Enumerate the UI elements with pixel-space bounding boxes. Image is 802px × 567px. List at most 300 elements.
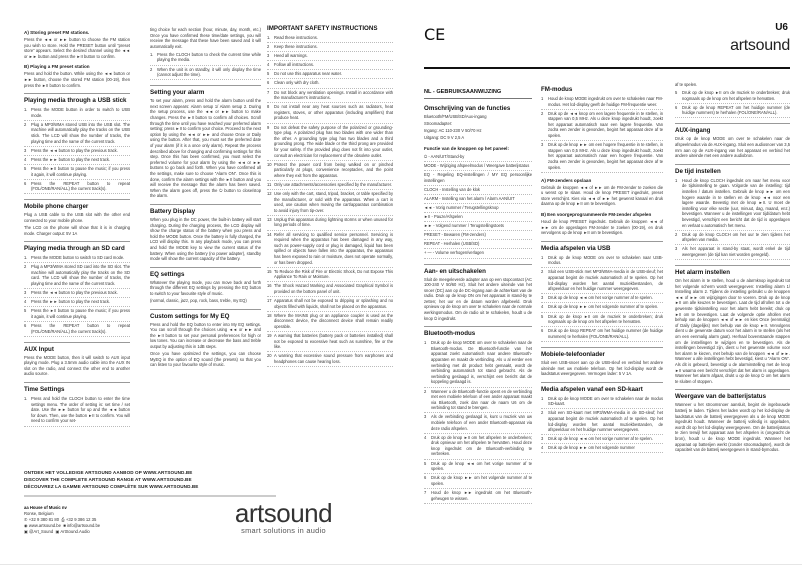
list-item	[424, 339, 532, 387]
section	[24, 30, 130, 59]
item-text: Wanneer u de Bluetooth-functie opent en de verbinding met een mobiele telefoon of een ander apparaat maakt via Bluetooth, zoek dan naar de naam U6 om de verbinding tot stand te brengen.	[431, 388, 532, 411]
list-item	[675, 231, 790, 246]
item-number: 4	[24, 156, 27, 162]
section	[675, 389, 790, 452]
list-item	[24, 322, 130, 337]
item-text: CLOCH - Instelling van de klok	[424, 186, 480, 192]
item-text: Druk op de knop ►► om een hogere frequentie in te stellen, in stappen van 0,5 MHz. Als u deze knop ingedrukt houdt, zoekt het apparaat automatisch naar een hogere frequentie. Van zodra een zender is gevonden, begint het apparaat deze af te spelen.	[548, 142, 663, 170]
list-item	[267, 89, 393, 104]
section-heading: Aan- en uitschakelen	[424, 264, 532, 276]
item-text: A warning that excessive sound pressure from earphones and headphones can cause hearing loss.	[274, 353, 393, 364]
item-text: ALARM - Instelling van het alarm / Alarm AAN/UIT	[424, 195, 515, 201]
nl-column-1-body	[424, 102, 532, 504]
logo-tagline: smart solutions in audio	[241, 526, 326, 535]
item-text: Follow all instructions.	[274, 62, 315, 68]
item-number: 3	[24, 147, 27, 153]
item-number: 3	[675, 246, 678, 252]
item-text: Druk op de knop ►► om het volgende nummer af te spelen.	[431, 475, 532, 486]
item-text: Druk op de knop ◄◄ om het vorige nummer af te spelen.	[548, 436, 653, 442]
section-heading: IMPORTANT SAFETY INSTRUCTIONS	[267, 25, 378, 32]
artsound-logo	[226, 500, 341, 535]
item-text: Do not use this apparatus near water.	[274, 71, 343, 77]
section	[150, 27, 261, 80]
item-text: Press the ►II button to pause the music; if you press it again, it will continue playing.	[31, 165, 130, 177]
item-number: 1	[541, 254, 544, 260]
list-item	[541, 313, 663, 328]
section-heading: Media afspelen vanaf een SD-kaart	[541, 382, 663, 394]
item-text: Houd de knop ►► ingedrukt om het Bluetooth-geheugen te wissen.	[431, 489, 532, 501]
list-item	[24, 147, 130, 156]
item-number: 1.	[24, 396, 28, 402]
item-text: Press the ◄◄ button to play the previous track.	[31, 147, 118, 153]
item-text: Druk op de knop ◄◄ om het vorige nummer af te spelen.	[548, 295, 653, 301]
promo-line-en: DISCOVER THE COMPLETE ARTSOUND RANGE AT WWW.ARTSOUND.BE	[24, 477, 192, 482]
list-item	[267, 231, 393, 268]
list-item	[424, 388, 532, 414]
section	[150, 204, 261, 262]
paragraph: Sluit de meegeleverde adapter aan op een stopcontact (AC 100-240 V 50/60 Hz). Sluit het andere uiteinde van het snoer (DC) aan op de DC-ingang aan de achterkant van de radio. Druk op de knop ON om het apparaat in stand-by te zetten; het uur en de datum worden afgebeeld. Druk opnieuw op de knop om over te schakelen naar de normale werkingsmodus. Om de radio uit te schakelen, houdt u de knop ⏻ ingedrukt.	[424, 276, 532, 321]
item-text: Press the MODE button to switch to SD card mode.	[31, 255, 125, 261]
item-number: 1.	[267, 35, 271, 40]
item-text: MODE - Wijziging afspeelmodus / Weergave batterijstatus	[424, 162, 530, 168]
section-heading: Media afspelen via USB	[541, 241, 663, 253]
paragraph: Ingang: AC 110-230 V 50/70 Hz	[424, 128, 482, 134]
page-bottom-edge	[0, 564, 802, 565]
item-text: Als het apparaat in stand-by staat, wordt enkel de tijd weergegeven (de tijd kan niet worden geregeld).	[682, 246, 790, 257]
list-item	[267, 61, 393, 70]
section-heading: AUX-ingang	[675, 123, 790, 135]
paragraph: ting choice for each section (hour, minute, day, month, etc.) Once you have confirmed these time/date settings, you will receive the message that these have been saved and it will automatically exit.	[150, 27, 261, 49]
item-number: 1.	[24, 255, 28, 261]
paragraph: When you plug in the DC power, the built-in battery will start charging. During the charging process, the LCD display will show the charge status of the battery when you press and hold the MODE button. Once the battery is fully charged, the LCD will display this. In any playback mode, you can press and hold the MODE key to view the current status of the battery. When using the battery (no power adapter), standby mode will show the current capacity of the battery.	[150, 216, 261, 262]
section	[675, 82, 790, 118]
item-text: Unplug this apparatus during lightning storms or when unused for long periods of time.	[274, 216, 393, 228]
list-item	[541, 268, 663, 294]
section	[24, 64, 130, 88]
list-item	[267, 282, 393, 297]
en-column-3	[267, 22, 393, 372]
item-number: 3	[541, 436, 544, 442]
section	[541, 178, 663, 207]
paragraph: Plug a USB cable to the USB slot with the other end connected to your mobile phone.	[24, 212, 130, 223]
list-item	[541, 110, 663, 141]
list-item	[24, 263, 130, 289]
item-number: 6	[24, 180, 27, 186]
item-number: 3	[267, 53, 270, 59]
footer-divider	[24, 495, 276, 497]
section-heading: FM-modus	[541, 86, 573, 93]
list-item	[541, 327, 663, 342]
section	[541, 347, 663, 377]
list-item	[150, 51, 261, 66]
list-item	[267, 103, 393, 123]
paragraph: af te spelen.	[675, 82, 698, 87]
paragraph: Press and hold the EQ button to enter into My EQ settings. You can scroll through the choices using ◄◄ or ►► and the ►II button to set your personal preferences for high or low tones. You can increase or decrease the bass and treble output by adjusting this in 1dB steps.	[150, 321, 261, 349]
section	[424, 102, 532, 141]
item-number: 10	[267, 161, 272, 167]
item-text: Keep these instructions.	[274, 44, 318, 50]
facebook-icon: ▣	[55, 529, 61, 534]
list-item	[267, 268, 393, 283]
section-heading: De tijd instellen	[675, 164, 790, 176]
globe-icon: ◉	[24, 523, 29, 528]
item-number: 2	[675, 231, 678, 237]
item-text: Sluit een USB-stick met MP3/WMA-media in de USB-sleuf; het apparaat begint de muziek automatisch af te spelen. Op het lcd-display worden het aantal muziekbestanden, de afspeelduur en het huidige nummer weergegeven.	[548, 269, 663, 292]
list-item	[424, 162, 532, 171]
item-number: 2	[24, 121, 27, 127]
item-text: Druk op de knop REPEAT om het huidige nummer (de huidige nummers) te herhalen (FOL/ONE/RAN/ALL).	[682, 104, 790, 116]
item-text: Press the ►► button to play the next track.	[31, 299, 111, 305]
item-text: Press the REPEAT button to repeat (FOL/ONE/RAN/ALL) the current track(s).	[31, 323, 130, 334]
list-item	[267, 352, 393, 367]
facebook-page[interactable]: ArtSound.Audio	[60, 529, 90, 534]
phone-number: +32 9 380 81 80	[28, 517, 60, 522]
list-item	[541, 444, 663, 453]
item-number: 2	[267, 44, 270, 50]
footer-promo	[24, 469, 198, 490]
logo-wordmark: artsound	[234, 498, 333, 528]
item-number: 4	[541, 304, 544, 310]
item-number: 16	[267, 283, 272, 289]
item-text: A warning that batteries (battery pack or batteries installed) shall not be exposed to excessive heat such as sunshine, fire or the like.	[274, 332, 393, 350]
item-text: Refer all servicing to qualified service personnel. Servicing is required when the apparatus has been damaged in any way, such as power-supply cord or plug is damaged, liquid has been spilled or objects have fallen into the apparatus, the apparatus has been exposed to rain or moisture, does not operate normally, or has been dropped.	[274, 231, 393, 265]
section-heading: Playing media through an SD card	[24, 241, 130, 253]
section-heading: Battery Display	[150, 204, 261, 216]
list-item	[424, 231, 532, 240]
item-number: 5	[424, 460, 427, 466]
section	[424, 326, 532, 503]
item-number: 2	[541, 269, 544, 275]
item-text: Druk op de knop MODE om over te schakelen naar de modus SD-kaart.	[548, 395, 663, 407]
list-item	[424, 474, 532, 489]
nl-column-3	[675, 82, 790, 458]
contact-block	[24, 505, 100, 535]
subsection-heading: B) Playing a FM preset station	[24, 64, 90, 70]
item-text: Als de verbinding geslaagd is, kunt u muziek van uw mobiele telefoon of een ander Bluetooth-apparaat via deze radio afspelen.	[431, 414, 532, 431]
item-number: 18	[267, 312, 272, 318]
item-text: When the unit is on standby, it will only display the time (cannot adjust the time).	[157, 66, 261, 78]
item-text: The Shock Hazard Marking and Associated Graphical Symbol is provided on the bottom panel of unit.	[274, 283, 393, 294]
section-heading: Time Settings	[24, 382, 130, 394]
section	[24, 342, 130, 377]
item-number: 5	[541, 313, 544, 319]
item-text: PRESET - Bewaren (FM-zenders)	[424, 232, 486, 238]
item-number: 2	[24, 264, 27, 270]
item-text: ►II - Pauze/Afspelen	[424, 214, 463, 220]
list-item	[675, 104, 790, 119]
item-text: Druk op de knop ►► om het volgende nummer	[548, 445, 635, 451]
section	[150, 309, 261, 368]
item-number: 5	[267, 71, 270, 77]
item-number: 6	[24, 323, 27, 328]
section	[424, 264, 532, 322]
item-text: Clean only with dry cloth.	[274, 80, 320, 86]
list-item	[541, 294, 663, 303]
list-item	[424, 222, 532, 231]
item-text: Use only with the cart, stand, tripod, bracket, or table specified by the manufacturer, or sold with the apparatus. When a cart is used, use caution when moving the cart/apparatus combination to avoid injury from tip-over.	[274, 190, 393, 213]
item-text: To Reduce the Risk of Fire or Electric Shock, Do not Expose This Appliance To Rain or Moisture.	[274, 268, 393, 280]
item-text: Only use attachments/accessories specified by the manufacturer.	[274, 181, 393, 187]
list-item	[24, 165, 130, 180]
item-number: 2	[541, 410, 544, 416]
list-item	[424, 460, 532, 475]
section-heading: Weergave van de batterijstatus	[675, 389, 790, 401]
item-number: 7	[424, 489, 427, 495]
list-item	[267, 216, 393, 231]
item-text: Sluit een SD-kaart met MP3/WMA-media in de SD-sleuf; het apparaat begint de muziek automatisch af te spelen. Op het lcd-display worden het aantal muziekbestanden, de afspeelduur en het huidige nummer weergegeven.	[548, 410, 663, 433]
list-item	[424, 153, 532, 162]
list-item	[267, 181, 393, 190]
section-heading: Bluetooth-modus	[424, 326, 532, 338]
list-item	[424, 249, 532, 258]
item-text: EQ - Regeling EQ-instellingen / MY EQ persoonlijke instellingen	[424, 172, 532, 183]
item-text: Do not block any ventilation openings. Install in accordance with the manufacturer's instructions.	[274, 89, 393, 101]
section	[675, 265, 790, 384]
paragraph: Press the MODE button, then it will switch to AUX input playing mode. Plug a 3.5mm audio cable into the AUX IN slot on the radio, and connect the other end to another audio source.	[24, 354, 130, 377]
item-number: 7	[267, 89, 270, 95]
item-number: 5	[24, 165, 27, 171]
item-text: Druk op de knop REPEAT om het huidige nummer (de huidige nummers) te herhalen (FOL/ONE/RAN/ALL).	[548, 328, 663, 339]
item-number: 3	[541, 142, 544, 148]
item-text: ◄◄ - Vorig nummer / Terugstellingsknop	[424, 204, 499, 210]
section	[24, 382, 130, 426]
item-number: 8	[267, 104, 270, 110]
mail-icon: ■	[63, 523, 67, 528]
model-number: U6	[775, 22, 788, 33]
list-item	[267, 297, 393, 312]
list-item	[24, 180, 130, 195]
list-item	[541, 409, 663, 435]
list-item	[675, 177, 790, 231]
list-item	[24, 298, 130, 307]
paragraph: Om het alarm in te stellen, houd u de alarmknop ingedrukt tot het volgende scherm wordt weergegeven: Instelling alarm 1/ Instelling alarm 2. Tijdens de instelling gebruikt u de knoppen ◄◄ of ►► om wijzigingen door te voeren. Druk op de knop ►II om alle keuzes te bevestigen. Laat de tijd afrollen tot u de gewenste tijdsinstelling voor het alarm hebt bereikt; druk op ►II om te bevestigen. Laat de volgende optie afrollen met behulp van de knoppen ◄◄ of ►► en kies Once (eenmalig) of Daily (dagelijks) met behulp van de knop ►II. Vervolgens dient u de gewenste datum voor het alarm in te stellen (als het om een eenmalig alarm gaat). Herhaal bovenstaande stappen om de instellingen te wijzigen en te bevestigen. Als de instellingen bevestigd zijn, dient u het gewenste volume voor het alarm te kiezen, met behulp van de knoppen ◄◄ of ►►. Wanneer u alle instellingen hebt bevestigd, kiest u “Alarm ON”. Als dit is gebeurd, bevestigt u de alarminstelling met de knop ►II waarna een bericht verschijnt dat het alarm is opgeslagen. Wanneer het alarm afgaat, drukt u op de knop ⏻ om het alarm te sluiten of stoppen.	[675, 278, 790, 384]
nl-manual-title: NL - GEBRUIKSAANWIJZING	[424, 88, 532, 99]
item-text: Do not defeat the safety purpose of the polarized or grounding-type plug. A polarized plug has two blades with one wider than the other. A grounding type plug has two blades and a third grounding prong. The wide blade or the third prong are provided for your safety. If the provided plug does not fit into your outlet, consult an electrician for replacement of the obsolete outlet.	[274, 124, 393, 158]
list-item	[424, 213, 532, 222]
item-number: 15	[267, 268, 272, 274]
paragraph: Stroomadapter:	[424, 121, 453, 127]
list-item	[24, 289, 130, 298]
item-number: 1	[541, 395, 544, 401]
list-item	[424, 434, 532, 460]
list-item	[675, 245, 790, 260]
item-text: Press the ►► button to play the next track.	[31, 156, 111, 162]
item-text: Druk op de knop ►II om het afspelen te onderbreken; druk opnieuw om het afspelen te hervatten. Houd deze knop ingedrukt om de Bluetooth-verbinding te verbreken.	[431, 434, 532, 457]
section	[24, 199, 130, 236]
list-item	[541, 303, 663, 312]
section-heading: Mobile phone charger	[24, 199, 130, 211]
section	[267, 22, 393, 367]
item-number: 1	[675, 177, 678, 183]
item-number: 1.	[150, 51, 154, 57]
list-item	[24, 121, 130, 147]
item-number: 20	[267, 353, 272, 359]
item-text: Druk op de knop MODE om over te schakelen naar de Bluetooth-modus. De Bluetooth-functie van het apparaat zoekt automatisch naar andere Bluetooth-apparaten en maakt de verbinding. Als u al eerder een verbinding met dit product hebt gemaakt, wordt de verbinding automatisch tot stand gebracht. Als de verbinding geslaagd is, verschijnt een bericht dat de koppeling geslaagd is.	[431, 340, 532, 385]
paragraph: The LCD on the phone will show that it is in charging mode. Charger output: 5V 1A	[24, 224, 130, 236]
item-number: 13	[267, 216, 272, 222]
item-text: Druk op de knop CLOCH om het uur te zien tijdens het afspelen van media.	[682, 231, 790, 243]
fax-icon: ⎙	[61, 517, 66, 522]
item-number: 6	[267, 80, 270, 86]
section	[541, 382, 663, 454]
item-number: 4	[267, 62, 270, 68]
paragraph: (normal, classic, jazz, pop, rock, bass, treble, my EQ)	[150, 297, 247, 303]
item-number: 6	[541, 328, 544, 334]
item-text: Read these instructions.	[274, 35, 318, 40]
item-text: Press the ◄◄ button to play the previous track.	[31, 290, 118, 296]
item-number: 6	[424, 475, 427, 481]
company-name: aa House of Music nv	[24, 505, 67, 510]
item-number: 4	[541, 445, 544, 451]
item-number: 3	[24, 290, 27, 296]
item-text: Heed all warnings.	[274, 53, 308, 59]
paragraph: Sluit een USB-snoer aan op de USB-sleuf en verbind het andere uiteinde met uw mobiele telefoon. Op het lcd-display wordt de laadstatus weergegeven. Vermogen lader: 5 V 1A.	[541, 359, 663, 377]
item-text: Do not install near any heat sources such as radiators, heat registers, stoves, or other apparatus (including amplifiers) that produce heat.	[274, 104, 393, 121]
item-number: 2	[541, 110, 544, 116]
item-text: Druk op de knop ►II om de muziek te onderbreken; druk nogmaals op de knop om het afspelen te hervatten.	[682, 90, 790, 101]
list-item	[267, 124, 393, 161]
header-rule	[424, 67, 790, 69]
item-number: 11	[267, 181, 272, 187]
section	[424, 146, 532, 259]
section-heading: Het alarm instellen	[675, 265, 790, 277]
item-text: Press the MODE button in order to switch to USB mode.	[31, 107, 130, 118]
item-text: Protect the power cord from being walked on or pinched particularly at plugs, convenience receptacles, and the point where they exit from the apparatus.	[274, 161, 393, 178]
list-item	[267, 332, 393, 352]
item-text: Plug a MP3/WMA stored SD card into the SD slot. The machine will automatically play the tracks on the SD card. The LCD will show the number of tracks, the playing time and the name of the current track.	[31, 264, 130, 287]
section-heading: Setting your alarm	[150, 85, 261, 97]
list-item	[541, 95, 663, 110]
item-text: Houd de knop CLOCH ingedrukt om naar het menu voor de tijdsinstelling te gaan. Volgorde van de instelling: tijd instellen / datum instellen. Gebruik de knop ►► om een hogere waarde in te stellen en de knop ◄◄ voor een lagere waarde. Bevestig met de knop ►II. U moet de instelling voor elke sectie (uur, minuut, dag, maand, enz.) bevestigen. Wanneer u de instellingen voor tijd/datum hebt bevestigd, verschijnt een bericht dat de tijd is opgeslagen en verlaat u automatisch het menu.	[682, 177, 790, 228]
promo-line-fr: DÉCOUVREZ LA GAMME ARTSOUND COMPLÈTE SUR WWW.ARTSOUND.BE	[24, 484, 199, 489]
section	[150, 85, 261, 199]
item-number: 17	[267, 297, 272, 303]
item-text: Plug a MP3/WMA stored USB into the USB slot. The machine will automatically play the tracks on the USB stick. The LCD will show the number of tracks, the playing time and the name of the current track.	[31, 121, 130, 144]
item-number: 9	[267, 124, 270, 130]
subsection-heading: Functie van de knoppen op het paneel:	[424, 145, 509, 151]
item-number: 4	[24, 299, 27, 305]
item-number: 4	[424, 434, 427, 440]
list-item	[24, 395, 130, 426]
section	[150, 267, 261, 304]
list-item	[541, 395, 663, 410]
list-item	[424, 195, 532, 204]
list-item	[24, 106, 130, 121]
twitter-icon: ▣	[24, 529, 30, 534]
item-text: REPEAT - Herhalen (USB/SD)	[424, 241, 480, 247]
item-text: + — - Volume verhogen/verlagen	[424, 250, 484, 256]
paragraph: Press and hold the button. While using the ◄◄ button or ►► button, choose the stored FM station (00-19), then press the ►II button to confirm.	[24, 71, 130, 88]
brand-logo: artsound	[730, 37, 790, 54]
item-number: 2	[150, 66, 153, 72]
nl-column-2	[541, 83, 663, 458]
section	[24, 241, 130, 337]
company-city: Ronse, Belgium	[24, 511, 54, 516]
en-column-1	[24, 27, 130, 432]
item-number: 3	[541, 295, 544, 301]
item-number: 1	[541, 96, 544, 101]
paragraph: Bluetooth/FM/USB/SD/Aux-ingang	[424, 114, 487, 119]
email-link[interactable]: info@artsound.be	[66, 523, 101, 528]
list-item	[424, 171, 532, 186]
item-number: 2	[424, 388, 427, 394]
paragraph: Gebruik de knoppen ◄◄ of ►► om de FM-zender te zoeken die u wenst op te slaan. Houd de knop PRESET ingedrukt, preset store verschijnt. Kies via ◄◄ of ►► het gewenst kanaal en druk daarna op de knop ►II om te bevestigen.	[541, 184, 663, 207]
list-item	[541, 254, 663, 269]
section	[24, 93, 130, 194]
item-text: Druk op de ◄◄ knop om een lagere frequentie in te stellen, in stappen van 0,5 MHz. Als u deze knop ingedrukt houdt, zoekt het apparaat automatisch naar een lagere frequentie. Van zodra een zender is gevonden, begint het apparaat deze af te spelen.	[548, 110, 663, 139]
item-number: 19	[267, 332, 272, 338]
list-item	[267, 79, 393, 88]
item-text: ►► - Volgend nummer / Terugstellingstoets	[424, 223, 504, 229]
website-link[interactable]: www.artsound.be	[28, 523, 61, 528]
paragraph: Wanneer u het stroomsnoer aansluit, begint de ingebouwde batterij te laden. Tijdens het laden wordt op het lcd-display de laadstatus van de batterij weergegeven als u de knop MODE ingedrukt houdt. Wanneer de batterij volledig is opgeladen, wordt dit op het lcd-display weergegeven. Om de batterijstatus te zien terwijl het apparaat aan het afspelen is (ongeacht de bron), houdt u de knop MODE ingedrukt. Wanneer het apparaat op batterijen werkt (zonder stroomadapter), wordt de capaciteit van de batterij weergegeven in stand-bymodus.	[675, 402, 790, 453]
list-item	[424, 413, 532, 433]
ce-mark: CE	[424, 25, 446, 44]
item-text: Druk op de knop ◄◄ om het vorige nummer af te spelen.	[431, 460, 532, 472]
paragraph: Whatever the playing mode, you can move back and forth through the different EQ settings by pressing the EQ button to switch to your favourite style of music.	[150, 279, 261, 296]
list-item	[541, 141, 663, 172]
list-item	[24, 254, 130, 263]
item-text: Where the MAINS plug or an appliance coupler is used as the disconnect device, the disconnect device shall remain readily operable.	[274, 312, 393, 329]
section	[541, 83, 663, 173]
section	[675, 123, 790, 158]
section-heading: Playing media through a USB stick	[24, 93, 130, 105]
item-text: Press and hold the CLOCH button to enter the time settings menu. The order of setting is: set time / set date. Use the ►► button for up and the ◄◄ button for down. Then, use the button ►II to confirm. You will need to confirm your set-	[31, 396, 130, 424]
item-text: Press the CLOCH button to check the current time while playing the media.	[157, 51, 261, 63]
section	[541, 212, 663, 236]
twitter-handle[interactable]: @Art_Sound	[29, 529, 54, 534]
section	[541, 241, 663, 342]
list-item	[424, 204, 532, 213]
item-number: 12	[267, 190, 272, 196]
section	[675, 164, 790, 260]
promo-line-nl: ONTDEK HET VOLLEDIGE ARTSOUND AANBOD OP WWW.ARTSOUND.BE	[24, 470, 193, 475]
subsection-heading: A) Storing preset FM stations.	[24, 30, 90, 35]
paragraph: Once you have optimized the settings, you can choose MyEQ in the option of EQ sound (the presets) so that you can listen to your favourite style of music.	[150, 351, 261, 368]
fax-number: +32 9 386 12 35	[65, 517, 97, 522]
list-item	[424, 186, 532, 195]
list-item	[267, 190, 393, 216]
list-item	[267, 52, 393, 61]
list-item	[24, 156, 130, 165]
list-item	[24, 307, 130, 322]
item-text: Houd de knop MODE ingedrukt om over te schakelen naar FM-modus. Het lcd-display geeft de huidige FM-frequentie weer.	[548, 96, 663, 107]
list-item	[267, 312, 393, 332]
item-number: 1.	[24, 107, 28, 113]
section-heading: AUX Input	[24, 342, 130, 354]
item-text: Druk op de knop MODE om over te schakelen naar USB-modus.	[548, 254, 663, 266]
en-column-2	[150, 27, 261, 373]
list-item	[424, 489, 532, 504]
phone-icon: ✆	[24, 517, 29, 522]
section-heading: Custom settings for My EQ	[150, 309, 261, 321]
list-item	[541, 435, 663, 444]
list-item	[150, 66, 261, 81]
item-number: 5	[675, 90, 678, 96]
item-number: 5	[24, 308, 27, 314]
item-text: ⏻ - AAN/UIT/Stand-by	[424, 153, 465, 159]
list-item	[267, 34, 393, 43]
item-number: 3	[424, 414, 427, 420]
item-number: 6	[675, 104, 678, 110]
paragraph: Druk op de knop MODE om over te schakelen naar de afspeelmodus via de AUX-ingang. Sluit een audiosnoer van 3,5 mm aan op de AUX-ingang van het apparaat en verbind het andere uiteinde met een andere audiobron.	[675, 136, 790, 159]
list-item	[267, 70, 393, 79]
item-text: Druk op de knop ►II om de muziek te onderbreken; druk nogmaals op de knop om het afspelen te hervatten.	[548, 313, 663, 325]
nl-column-1	[424, 88, 532, 509]
paragraph: Uitgang: DC 9 V 2,5 A	[424, 135, 465, 141]
subsection-heading: B) Een voorgeprogrammeerde FM-zender afspelen	[541, 212, 652, 217]
item-number: 1	[424, 340, 427, 346]
